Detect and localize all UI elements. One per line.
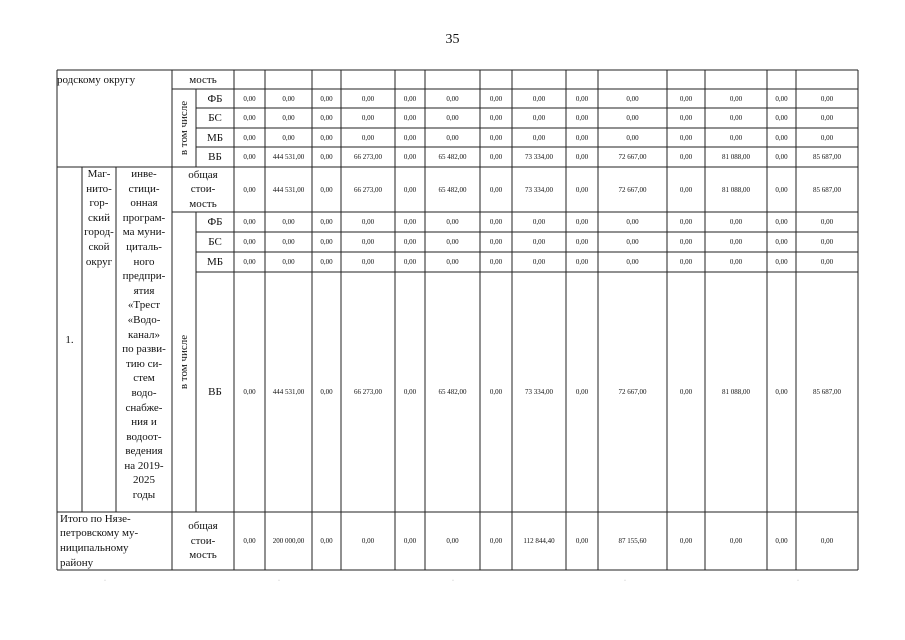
- scan-mark: ·: [797, 578, 799, 584]
- fund-label: МБ: [206, 256, 224, 268]
- fund-row-value: 81 088,00: [722, 388, 750, 396]
- fund-row-value: 0,00: [775, 94, 788, 103]
- fund-row-value: 0,00: [679, 238, 693, 246]
- total-cost-row-value: 0,00: [243, 185, 256, 194]
- cost-label-fragment: мость: [189, 73, 217, 86]
- fund-row-value: 0,00: [775, 388, 788, 396]
- text-line: годы: [132, 489, 156, 502]
- fund-row-value: 0,00: [532, 114, 546, 122]
- district-name: [82, 167, 116, 512]
- total-cost-row-value: 85 687,00: [813, 185, 841, 194]
- fund-label: ВБ: [208, 151, 222, 163]
- fund-row-value: 0,00: [775, 238, 788, 246]
- text-line: общая: [188, 520, 218, 533]
- fund-row-value: 0,00: [489, 94, 503, 103]
- text-line: снабже-: [125, 401, 163, 414]
- empty-cell: [312, 70, 341, 89]
- fund-row-value: 0,00: [361, 114, 375, 122]
- fund-row-value: 85 687,00: [813, 153, 841, 161]
- fund-row-value: 0,00: [243, 114, 256, 122]
- text-line: ский: [88, 211, 110, 224]
- fund-row-value: 0,00: [243, 388, 256, 396]
- total-cost-row-value: 0,00: [403, 185, 417, 194]
- fund-row-value: 0,00: [489, 258, 503, 266]
- fund-row-value: 0,00: [532, 94, 546, 103]
- fund-row-value: 0,00: [320, 94, 333, 103]
- summary-row-value: 87 155,60: [618, 537, 647, 545]
- summary-row-value: 0,00: [446, 537, 459, 545]
- fund-row-value: 0,00: [820, 133, 834, 142]
- fund-row-value: 0,00: [729, 114, 743, 122]
- fund-row-value: 0,00: [489, 133, 503, 142]
- total-cost-row-value: 0,00: [679, 185, 693, 194]
- text-line: «Водо-: [127, 313, 161, 326]
- fund-row-value: 0,00: [243, 133, 256, 142]
- fund-row-value: 0,00: [361, 258, 375, 266]
- text-line: общая: [188, 168, 218, 181]
- fund-row-value: 0,00: [820, 114, 834, 122]
- text-line: водоот-: [126, 430, 162, 443]
- text-line: стем: [133, 372, 155, 385]
- fund-row-value: 0,00: [403, 388, 417, 396]
- fund-label: ФБ: [207, 216, 223, 228]
- empty-cell: [566, 70, 598, 89]
- fund-row-value: 0,00: [679, 133, 693, 142]
- fund-row-value: 0,00: [320, 153, 333, 161]
- fund-row-value: 0,00: [361, 94, 375, 103]
- text-line: стици-: [128, 182, 160, 195]
- fund-row-value: 0,00: [775, 133, 788, 142]
- fund-row-value: 0,00: [320, 258, 333, 266]
- fund-row-value: 0,00: [243, 218, 256, 226]
- empty-cell: [395, 70, 425, 89]
- fund-row-value: 0,00: [820, 238, 834, 246]
- fund-row-value: 0,00: [446, 114, 459, 122]
- program-name: [116, 167, 172, 512]
- text-line: ниципальному: [60, 542, 129, 554]
- fund-row-value: 0,00: [679, 388, 693, 396]
- fund-label: ФБ: [207, 92, 223, 105]
- including-label: в том числе: [178, 334, 191, 390]
- text-line: програм-: [122, 211, 166, 224]
- text-line: предпри-: [122, 270, 166, 283]
- fund-row-value: 0,00: [626, 238, 639, 246]
- text-line: гор-: [89, 197, 109, 210]
- fund-row-value: 0,00: [729, 238, 743, 246]
- text-line: мость: [189, 197, 217, 210]
- fund-row-value: 0,00: [626, 218, 639, 226]
- summary-row-value: 0,00: [361, 537, 375, 545]
- fund-row-value: 0,00: [775, 114, 788, 122]
- fund-row-value: 0,00: [532, 218, 546, 226]
- fund-row-value: 0,00: [403, 133, 417, 142]
- text-line: округ: [85, 255, 113, 268]
- text-line: Итого по Нязе-: [60, 512, 131, 525]
- total-cost-row-value: 0,00: [320, 185, 333, 194]
- summary-cost-label: [172, 512, 234, 570]
- summary-row-value: 0,00: [679, 537, 693, 545]
- fund-row-value: 0,00: [243, 258, 256, 266]
- total-cost-row-value: 0,00: [489, 185, 503, 194]
- fund-row-value: 0,00: [403, 258, 417, 266]
- fund-row-value: 0,00: [320, 133, 333, 142]
- fund-row-value: 0,00: [575, 258, 589, 266]
- total-cost-row-value: 66 273,00: [354, 185, 382, 194]
- fund-row-value: 0,00: [282, 258, 295, 266]
- fund-row-value: 72 667,00: [618, 388, 647, 396]
- fund-label: ВБ: [208, 386, 222, 398]
- fund-row-value: 0,00: [626, 258, 639, 266]
- fund-label: БС: [208, 236, 222, 248]
- fund-row-value: 0,00: [361, 238, 375, 246]
- text-line: ма муни-: [122, 226, 166, 239]
- fund-row-value: 0,00: [320, 114, 333, 122]
- text-line: канал»: [128, 328, 160, 341]
- summary-row-value: 0,00: [729, 537, 743, 545]
- fund-row-value: 0,00: [403, 114, 417, 122]
- fund-row-value: 0,00: [361, 133, 375, 142]
- fund-row-value: 0,00: [489, 388, 503, 396]
- fund-row-value: 0,00: [729, 133, 743, 142]
- fund-row-value: 66 273,00: [354, 388, 382, 396]
- fund-row-value: 0,00: [626, 114, 639, 122]
- text-line: «Трест: [127, 299, 161, 312]
- empty-cell: [705, 70, 767, 89]
- fund-row-value: 0,00: [282, 133, 295, 142]
- fund-row-value: 72 667,00: [618, 153, 647, 161]
- text-line: город-: [84, 226, 114, 239]
- fund-row-value: 0,00: [320, 238, 333, 246]
- fund-row-value: 0,00: [243, 153, 256, 161]
- fund-row-value: 0,00: [820, 218, 834, 226]
- summary-row-value: 0,00: [775, 537, 788, 545]
- fund-row-value: 0,00: [575, 114, 589, 122]
- total-cost-row-value: 0,00: [575, 185, 589, 194]
- text-line: Маг-: [87, 168, 111, 180]
- fund-row-value: 0,00: [575, 94, 589, 103]
- fund-row-value: 81 088,00: [722, 153, 750, 161]
- scan-mark: ·: [278, 578, 280, 584]
- fund-row-value: 0,00: [403, 238, 417, 246]
- fund-row-value: 0,00: [403, 94, 417, 103]
- text-line: ятия: [133, 284, 155, 297]
- text-line: инве-: [131, 168, 157, 180]
- fund-row-value: 0,00: [679, 153, 693, 161]
- fund-row-value: 0,00: [575, 133, 589, 142]
- fund-row-value: 0,00: [446, 133, 459, 142]
- fund-row-value: 0,00: [489, 218, 503, 226]
- fund-row-value: 0,00: [282, 238, 295, 246]
- empty-cell: [767, 70, 796, 89]
- text-line: тию си-: [125, 357, 163, 370]
- district-label-continued: родскому округу: [57, 73, 136, 86]
- fund-row-value: 0,00: [282, 94, 295, 103]
- empty-cell: [234, 70, 265, 89]
- text-line: стои-: [190, 534, 216, 547]
- fund-row-value: 0,00: [679, 218, 693, 226]
- text-line: водо-: [131, 386, 157, 399]
- fund-row-value: 0,00: [446, 94, 459, 103]
- text-line: циталь-: [126, 240, 162, 253]
- total-cost-label: [172, 167, 234, 212]
- summary-row-value: 200 000,00: [272, 537, 305, 545]
- fund-row-value: 0,00: [626, 94, 639, 103]
- fund-row-value: 0,00: [775, 153, 788, 161]
- empty-cell: [598, 70, 667, 89]
- summary-row-value: 0,00: [320, 537, 333, 545]
- fund-row-value: 0,00: [243, 94, 256, 103]
- empty-cell: [796, 70, 858, 89]
- scan-mark: ·: [104, 578, 106, 584]
- item-number: 1.: [65, 333, 74, 346]
- summary-row-value: 0,00: [403, 537, 417, 545]
- summary-row-value: 0,00: [820, 537, 834, 545]
- fund-row-value: 0,00: [282, 218, 295, 226]
- fund-row-value: 0,00: [679, 114, 693, 122]
- including-label: в том числе: [178, 100, 191, 156]
- text-line: на 2019-: [124, 459, 164, 472]
- text-line: району: [60, 556, 94, 569]
- fund-row-value: 66 273,00: [354, 153, 382, 161]
- fund-row-value: 0,00: [243, 238, 256, 246]
- summary-row-value: 0,00: [489, 537, 503, 545]
- fund-row-value: 0,00: [679, 94, 693, 103]
- fund-row-value: 85 687,00: [813, 388, 841, 396]
- fund-row-value: 444 531,00: [272, 388, 305, 396]
- text-line: 2025: [133, 474, 155, 487]
- fund-row-value: 0,00: [575, 238, 589, 246]
- fund-row-value: 0,00: [282, 114, 295, 122]
- fund-row-value: 0,00: [532, 238, 546, 246]
- fund-row-value: 0,00: [820, 258, 834, 266]
- fund-row-value: 0,00: [532, 133, 546, 142]
- summary-row-value: 0,00: [243, 537, 256, 545]
- text-line: мость: [189, 549, 217, 562]
- fund-row-value: 0,00: [729, 258, 743, 266]
- scan-mark: ·: [452, 578, 454, 584]
- empty-cell: [425, 70, 480, 89]
- text-line: по разви-: [122, 343, 166, 356]
- fund-row-value: 65 482,00: [438, 388, 467, 396]
- fund-row-value: 65 482,00: [438, 153, 467, 161]
- fund-row-value: 0,00: [729, 94, 743, 103]
- fund-row-value: 0,00: [489, 238, 503, 246]
- empty-cell: [265, 70, 312, 89]
- fund-row-value: 0,00: [361, 218, 375, 226]
- text-line: ного: [133, 255, 155, 268]
- total-cost-row-value: 0,00: [775, 185, 788, 194]
- text-line: нито-: [86, 182, 112, 195]
- text-line: петровскому му-: [60, 527, 139, 540]
- summary-row-value: 112 844,40: [523, 537, 555, 545]
- fund-row-value: 0,00: [320, 218, 333, 226]
- fund-row-value: 0,00: [489, 153, 503, 161]
- fund-row-value: 0,00: [575, 218, 589, 226]
- fund-row-value: 0,00: [489, 114, 503, 122]
- total-cost-row-value: 81 088,00: [722, 185, 750, 194]
- page-number: 35: [445, 32, 460, 47]
- fund-row-value: 73 334,00: [525, 388, 553, 396]
- text-line: ведения: [125, 445, 163, 458]
- fund-row-value: 0,00: [446, 218, 459, 226]
- empty-cell: [341, 70, 395, 89]
- text-line: стои-: [190, 183, 216, 196]
- fund-row-value: 0,00: [320, 388, 333, 396]
- text-line: онная: [130, 197, 158, 210]
- text-line: ской: [88, 240, 110, 253]
- fund-label: МБ: [206, 131, 224, 144]
- total-cost-row-value: 72 667,00: [618, 185, 647, 194]
- summary-label: [60, 512, 172, 570]
- fund-row-value: 0,00: [775, 218, 788, 226]
- fund-row-value: 0,00: [775, 258, 788, 266]
- total-cost-row-value: 444 531,00: [272, 185, 305, 194]
- fund-row-value: 0,00: [403, 218, 417, 226]
- fund-label: БС: [208, 112, 222, 124]
- fund-row-value: 0,00: [575, 388, 589, 396]
- summary-row-value: 0,00: [575, 537, 589, 545]
- fund-row-value: 0,00: [446, 258, 459, 266]
- total-cost-row-value: 65 482,00: [438, 185, 467, 194]
- fund-row-value: 0,00: [820, 94, 834, 103]
- fund-row-value: 0,00: [729, 218, 743, 226]
- text-line: ния и: [131, 416, 157, 429]
- fund-row-value: 0,00: [446, 238, 459, 246]
- empty-cell: [667, 70, 705, 89]
- fund-row-value: 73 334,00: [525, 153, 553, 161]
- fund-row-value: 0,00: [575, 153, 589, 161]
- total-cost-row-value: 73 334,00: [525, 185, 553, 194]
- empty-cell: [480, 70, 512, 89]
- fund-row-value: 444 531,00: [272, 153, 305, 161]
- fund-row-value: 0,00: [532, 258, 546, 266]
- fund-row-value: 0,00: [626, 133, 639, 142]
- fund-row-value: 0,00: [679, 258, 693, 266]
- scan-mark: ·: [624, 578, 626, 584]
- fund-row-value: 0,00: [403, 153, 417, 161]
- empty-cell: [512, 70, 566, 89]
